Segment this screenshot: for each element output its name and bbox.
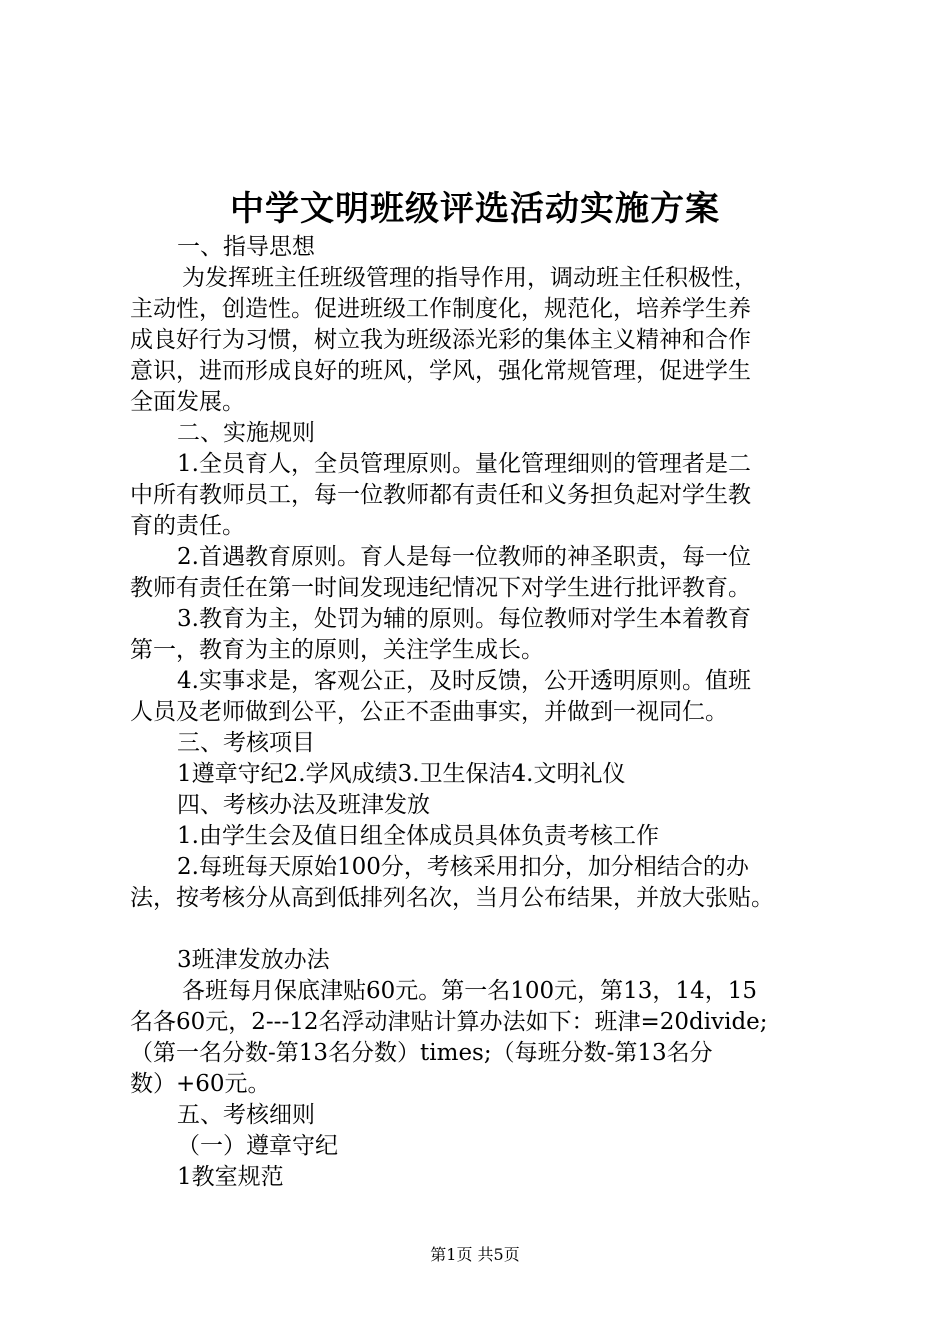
- section-heading-assessment-method: 四、考核办法及班津发放: [177, 792, 430, 818]
- section-heading-guiding-thought: 一、指导思想: [177, 234, 315, 260]
- paragraph-line: 1.由学生会及值日组全体成员具体负责考核工作: [177, 823, 659, 849]
- paragraph-line: 1遵章守纪2.学风成绩3.卫生保洁4.文明礼仪: [177, 761, 626, 787]
- paragraph-line: 第一，教育为主的原则，关注学生成长。: [130, 637, 544, 663]
- document-title: 中学文明班级评选活动实施方案: [230, 189, 720, 229]
- subsection-heading-classroom: 1教室规范: [177, 1164, 284, 1190]
- paragraph-line: 2.首遇教育原则。育人是每一位教师的神圣职责，每一位: [177, 544, 751, 570]
- page-footer: 第1页 共5页: [430, 1245, 520, 1264]
- paragraph-line: 各班每月保底津贴60元。第一名100元，第13，14，15: [182, 978, 757, 1004]
- paragraph-line: 成良好行为习惯，树立我为班级添光彩的集体主义精神和合作: [130, 327, 751, 353]
- blank-line: [130, 914, 830, 945]
- paragraph-line: 中所有教师员工，每一位教师都有责任和义务担负起对学生教: [130, 482, 751, 508]
- paragraph-line: 育的责任。: [130, 513, 245, 539]
- section-heading-rules: 二、实施规则: [177, 420, 315, 446]
- paragraph-line: 主动性，创造性。促进班级工作制度化，规范化，培养学生养: [130, 296, 751, 322]
- paragraph-line: 名各60元，2---12名浮动津贴计算办法如下：班津=20divide;: [130, 1009, 768, 1035]
- section-heading-assessment-details: 五、考核细则: [177, 1102, 315, 1128]
- paragraph-line: 为发挥班主任班级管理的指导作用，调动班主任积极性，: [182, 265, 757, 291]
- section-heading-assessment-items: 三、考核项目: [177, 730, 315, 756]
- paragraph-line: 1.全员育人，全员管理原则。量化管理细则的管理者是二: [177, 451, 751, 477]
- paragraph-line: 2.每班每天原始100分，考核采用扣分，加分相结合的办: [177, 854, 749, 880]
- paragraph-line: 全面发展。: [130, 389, 245, 415]
- subsection-heading-discipline: （一）遵章守纪: [177, 1133, 338, 1159]
- paragraph-line: （第一名分数-第13名分数）times;（每班分数-第13名分: [130, 1040, 713, 1066]
- paragraph-line: 法，按考核分从高到低排列名次，当月公布结果，并放大张贴。: [130, 885, 774, 911]
- paragraph-line: 3.教育为主，处罚为辅的原则。每位教师对学生本着教育: [177, 606, 751, 632]
- subsection-heading-allowance: 3班津发放办法: [177, 947, 330, 973]
- paragraph-line: 4.实事求是，客观公正，及时反馈，公开透明原则。值班: [177, 668, 751, 694]
- paragraph-line: 意识，进而形成良好的班风，学风，强化常规管理，促进学生: [130, 358, 751, 384]
- paragraph-line: 数）+60元。: [130, 1071, 271, 1097]
- document-body: [130, 232, 830, 1193]
- paragraph-line: 人员及老师做到公平，公正不歪曲事实，并做到一视同仁。: [130, 699, 728, 725]
- paragraph-line: 教师有责任在第一时间发现违纪情况下对学生进行批评教育。: [130, 575, 751, 601]
